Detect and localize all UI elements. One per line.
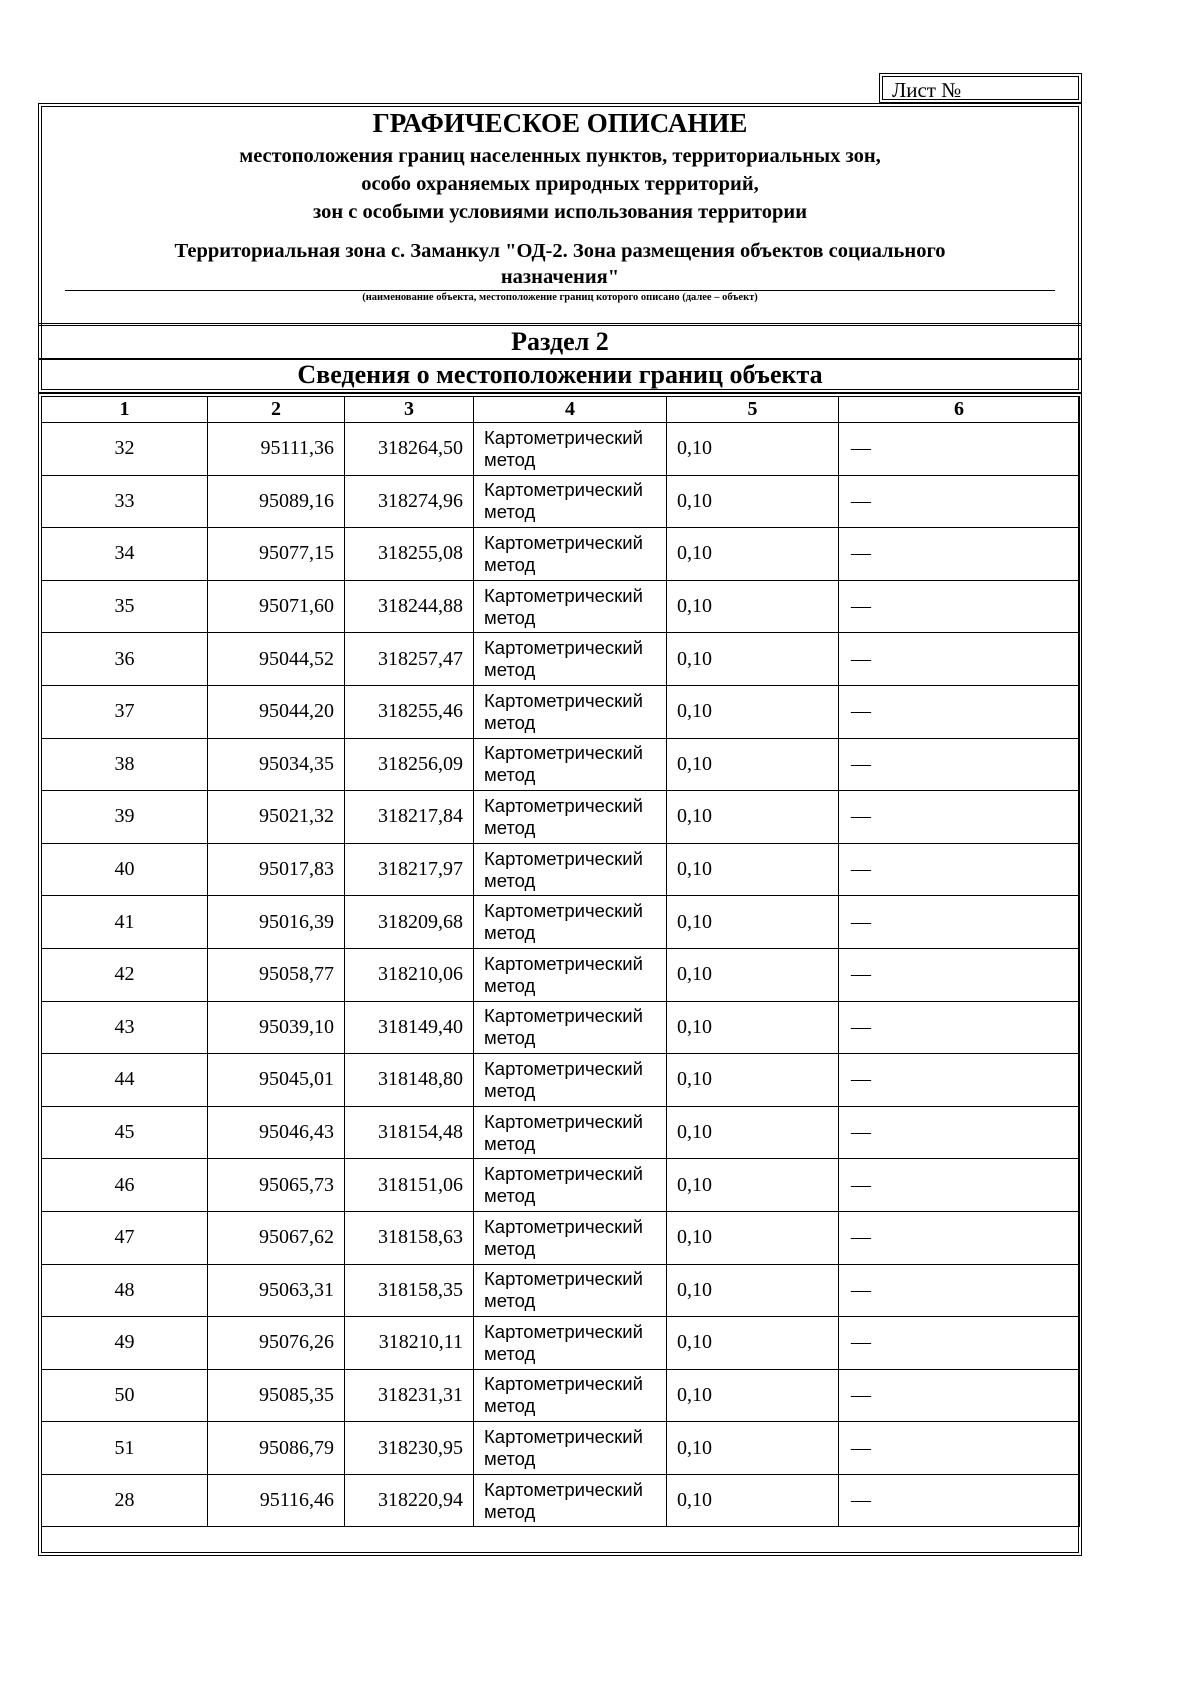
object-name-line-2: назначения" bbox=[500, 266, 620, 288]
method-cell: Картометрический метод bbox=[474, 1211, 667, 1264]
method-cell: Картометрический метод bbox=[474, 475, 667, 528]
point-number-cell: 35 bbox=[42, 580, 208, 633]
method-cell: Картометрический метод bbox=[474, 685, 667, 738]
y-coordinate-cell: 318244,88 bbox=[345, 580, 474, 633]
x-coordinate-cell: 95063,31 bbox=[208, 1264, 345, 1317]
table-row bbox=[42, 1369, 1080, 1422]
y-coordinate-cell: 318209,68 bbox=[345, 896, 474, 949]
x-coordinate-cell: 95044,20 bbox=[208, 685, 345, 738]
x-coordinate-cell: 95065,73 bbox=[208, 1159, 345, 1212]
accuracy-cell: 0,10 bbox=[667, 1001, 839, 1054]
table-row bbox=[42, 1054, 1080, 1107]
table-row bbox=[42, 1317, 1080, 1370]
section-subtitle: Сведения о местоположении границ объекта bbox=[297, 360, 823, 389]
y-coordinate-cell: 318257,47 bbox=[345, 633, 474, 686]
subtitle-line-3: зон с особыми условиями использования территории bbox=[312, 201, 808, 223]
accuracy-cell: 0,10 bbox=[667, 791, 839, 844]
note-cell: — bbox=[839, 1106, 1080, 1159]
object-caption: (наименование объекта, местоположение границ которого описано (далее – объект) bbox=[362, 292, 758, 303]
accuracy-cell: 0,10 bbox=[667, 1369, 839, 1422]
table-header-row bbox=[42, 397, 1080, 423]
y-coordinate-cell: 318217,97 bbox=[345, 843, 474, 896]
accuracy-cell: 0,10 bbox=[667, 580, 839, 633]
method-cell: Картометрический метод bbox=[474, 1264, 667, 1317]
accuracy-cell: 0,10 bbox=[667, 1317, 839, 1370]
x-coordinate-cell: 95045,01 bbox=[208, 1054, 345, 1107]
accuracy-cell: 0,10 bbox=[667, 1054, 839, 1107]
x-coordinate-cell: 95017,83 bbox=[208, 843, 345, 896]
y-coordinate-cell: 318151,06 bbox=[345, 1159, 474, 1212]
point-number-cell: 44 bbox=[42, 1054, 208, 1107]
table-row bbox=[42, 1106, 1080, 1159]
column-header-4: 4 bbox=[474, 397, 667, 423]
accuracy-cell: 0,10 bbox=[667, 1422, 839, 1475]
table-row bbox=[42, 633, 1080, 686]
note-cell: — bbox=[839, 738, 1080, 791]
accuracy-cell: 0,10 bbox=[667, 528, 839, 581]
table-row bbox=[42, 738, 1080, 791]
accuracy-cell: 0,10 bbox=[667, 1264, 839, 1317]
accuracy-cell: 0,10 bbox=[667, 948, 839, 1001]
point-number-cell: 33 bbox=[42, 475, 208, 528]
x-coordinate-cell: 95077,15 bbox=[208, 528, 345, 581]
point-number-cell: 36 bbox=[42, 633, 208, 686]
x-coordinate-cell: 95085,35 bbox=[208, 1369, 345, 1422]
accuracy-cell: 0,10 bbox=[667, 738, 839, 791]
table-row bbox=[42, 1474, 1080, 1527]
accuracy-cell: 0,10 bbox=[667, 423, 839, 476]
table-row bbox=[42, 843, 1080, 896]
point-number-cell: 51 bbox=[42, 1422, 208, 1475]
method-cell: Картометрический метод bbox=[474, 843, 667, 896]
point-number-cell: 38 bbox=[42, 738, 208, 791]
table-row bbox=[42, 475, 1080, 528]
y-coordinate-cell: 318210,11 bbox=[345, 1317, 474, 1370]
table-body bbox=[42, 423, 1080, 1527]
accuracy-cell: 0,10 bbox=[667, 475, 839, 528]
accuracy-cell: 0,10 bbox=[667, 1106, 839, 1159]
accuracy-cell: 0,10 bbox=[667, 843, 839, 896]
point-number-cell: 49 bbox=[42, 1317, 208, 1370]
method-cell: Картометрический метод bbox=[474, 896, 667, 949]
note-cell: — bbox=[839, 843, 1080, 896]
note-cell: — bbox=[839, 1264, 1080, 1317]
x-coordinate-cell: 95039,10 bbox=[208, 1001, 345, 1054]
method-cell: Картометрический метод bbox=[474, 1106, 667, 1159]
x-coordinate-cell: 95034,35 bbox=[208, 738, 345, 791]
note-cell: — bbox=[839, 1422, 1080, 1475]
note-cell: — bbox=[839, 475, 1080, 528]
point-number-cell: 47 bbox=[42, 1211, 208, 1264]
note-cell: — bbox=[839, 791, 1080, 844]
y-coordinate-cell: 318149,40 bbox=[345, 1001, 474, 1054]
point-number-cell: 41 bbox=[42, 896, 208, 949]
method-cell: Картометрический метод bbox=[474, 1001, 667, 1054]
subtitle-line-2: особо охраняемых природных территорий, bbox=[361, 173, 759, 195]
x-coordinate-cell: 95044,52 bbox=[208, 633, 345, 686]
column-header-2: 2 bbox=[208, 397, 345, 423]
point-number-cell: 42 bbox=[42, 948, 208, 1001]
section-title: Раздел 2 bbox=[511, 327, 609, 356]
subtitle-line-1: местоположения границ населенных пунктов, территориальных зон, bbox=[239, 145, 881, 167]
y-coordinate-cell: 318210,06 bbox=[345, 948, 474, 1001]
object-underline bbox=[65, 290, 1055, 291]
note-cell: — bbox=[839, 896, 1080, 949]
x-coordinate-cell: 95021,32 bbox=[208, 791, 345, 844]
method-cell: Картометрический метод bbox=[474, 1474, 667, 1527]
table-row bbox=[42, 685, 1080, 738]
coordinates-table bbox=[41, 396, 1080, 1527]
x-coordinate-cell: 95046,43 bbox=[208, 1106, 345, 1159]
table-row bbox=[42, 1211, 1080, 1264]
accuracy-cell: 0,10 bbox=[667, 896, 839, 949]
method-cell: Картометрический метод bbox=[474, 423, 667, 476]
note-cell: — bbox=[839, 1317, 1080, 1370]
point-number-cell: 40 bbox=[42, 843, 208, 896]
column-header-1: 1 bbox=[42, 397, 208, 423]
method-cell: Картометрический метод bbox=[474, 738, 667, 791]
point-number-cell: 32 bbox=[42, 423, 208, 476]
column-header-6: 6 bbox=[839, 397, 1080, 423]
accuracy-cell: 0,10 bbox=[667, 1474, 839, 1527]
point-number-cell: 34 bbox=[42, 528, 208, 581]
x-coordinate-cell: 95111,36 bbox=[208, 423, 345, 476]
note-cell: — bbox=[839, 1211, 1080, 1264]
note-cell: — bbox=[839, 685, 1080, 738]
x-coordinate-cell: 95116,46 bbox=[208, 1474, 345, 1527]
table-row bbox=[42, 528, 1080, 581]
note-cell: — bbox=[839, 633, 1080, 686]
y-coordinate-cell: 318220,94 bbox=[345, 1474, 474, 1527]
table-row bbox=[42, 948, 1080, 1001]
point-number-cell: 39 bbox=[42, 791, 208, 844]
y-coordinate-cell: 318255,46 bbox=[345, 685, 474, 738]
y-coordinate-cell: 318148,80 bbox=[345, 1054, 474, 1107]
note-cell: — bbox=[839, 1054, 1080, 1107]
table-row bbox=[42, 1422, 1080, 1475]
accuracy-cell: 0,10 bbox=[667, 633, 839, 686]
x-coordinate-cell: 95076,26 bbox=[208, 1317, 345, 1370]
x-coordinate-cell: 95058,77 bbox=[208, 948, 345, 1001]
note-cell: — bbox=[839, 580, 1080, 633]
method-cell: Картометрический метод bbox=[474, 1159, 667, 1212]
note-cell: — bbox=[839, 1001, 1080, 1054]
sheet-number-label: Лист № bbox=[892, 78, 962, 102]
method-cell: Картометрический метод bbox=[474, 948, 667, 1001]
note-cell: — bbox=[839, 1159, 1080, 1212]
table-row bbox=[42, 423, 1080, 476]
x-coordinate-cell: 95086,79 bbox=[208, 1422, 345, 1475]
method-cell: Картометрический метод bbox=[474, 633, 667, 686]
table-row bbox=[42, 580, 1080, 633]
y-coordinate-cell: 318217,84 bbox=[345, 791, 474, 844]
y-coordinate-cell: 318158,35 bbox=[345, 1264, 474, 1317]
point-number-cell: 37 bbox=[42, 685, 208, 738]
method-cell: Картометрический метод bbox=[474, 791, 667, 844]
point-number-cell: 28 bbox=[42, 1474, 208, 1527]
object-name-line-1: Территориальная зона с. Заманкул "ОД-2. Зона размещения объектов социального bbox=[174, 240, 946, 262]
point-number-cell: 43 bbox=[42, 1001, 208, 1054]
point-number-cell: 45 bbox=[42, 1106, 208, 1159]
document-title: ГРАФИЧЕСКОЕ ОПИСАНИЕ bbox=[372, 108, 748, 138]
note-cell: — bbox=[839, 948, 1080, 1001]
column-header-5: 5 bbox=[667, 397, 839, 423]
x-coordinate-cell: 95016,39 bbox=[208, 896, 345, 949]
x-coordinate-cell: 95089,16 bbox=[208, 475, 345, 528]
y-coordinate-cell: 318158,63 bbox=[345, 1211, 474, 1264]
y-coordinate-cell: 318264,50 bbox=[345, 423, 474, 476]
point-number-cell: 46 bbox=[42, 1159, 208, 1212]
note-cell: — bbox=[839, 528, 1080, 581]
method-cell: Картометрический метод bbox=[474, 528, 667, 581]
accuracy-cell: 0,10 bbox=[667, 685, 839, 738]
table-row bbox=[42, 1001, 1080, 1054]
column-header-3: 3 bbox=[345, 397, 474, 423]
accuracy-cell: 0,10 bbox=[667, 1159, 839, 1212]
method-cell: Картометрический метод bbox=[474, 1054, 667, 1107]
y-coordinate-cell: 318255,08 bbox=[345, 528, 474, 581]
y-coordinate-cell: 318231,31 bbox=[345, 1369, 474, 1422]
y-coordinate-cell: 318154,48 bbox=[345, 1106, 474, 1159]
note-cell: — bbox=[839, 1474, 1080, 1527]
point-number-cell: 50 bbox=[42, 1369, 208, 1422]
y-coordinate-cell: 318256,09 bbox=[345, 738, 474, 791]
note-cell: — bbox=[839, 423, 1080, 476]
table-row bbox=[42, 1264, 1080, 1317]
y-coordinate-cell: 318274,96 bbox=[345, 475, 474, 528]
x-coordinate-cell: 95067,62 bbox=[208, 1211, 345, 1264]
method-cell: Картометрический метод bbox=[474, 580, 667, 633]
note-cell: — bbox=[839, 1369, 1080, 1422]
method-cell: Картометрический метод bbox=[474, 1422, 667, 1475]
accuracy-cell: 0,10 bbox=[667, 1211, 839, 1264]
y-coordinate-cell: 318230,95 bbox=[345, 1422, 474, 1475]
x-coordinate-cell: 95071,60 bbox=[208, 580, 345, 633]
section-divider bbox=[38, 323, 1082, 326]
table-row bbox=[42, 791, 1080, 844]
table-row bbox=[42, 1159, 1080, 1212]
point-number-cell: 48 bbox=[42, 1264, 208, 1317]
method-cell: Картометрический метод bbox=[474, 1317, 667, 1370]
table-row bbox=[42, 896, 1080, 949]
method-cell: Картометрический метод bbox=[474, 1369, 667, 1422]
